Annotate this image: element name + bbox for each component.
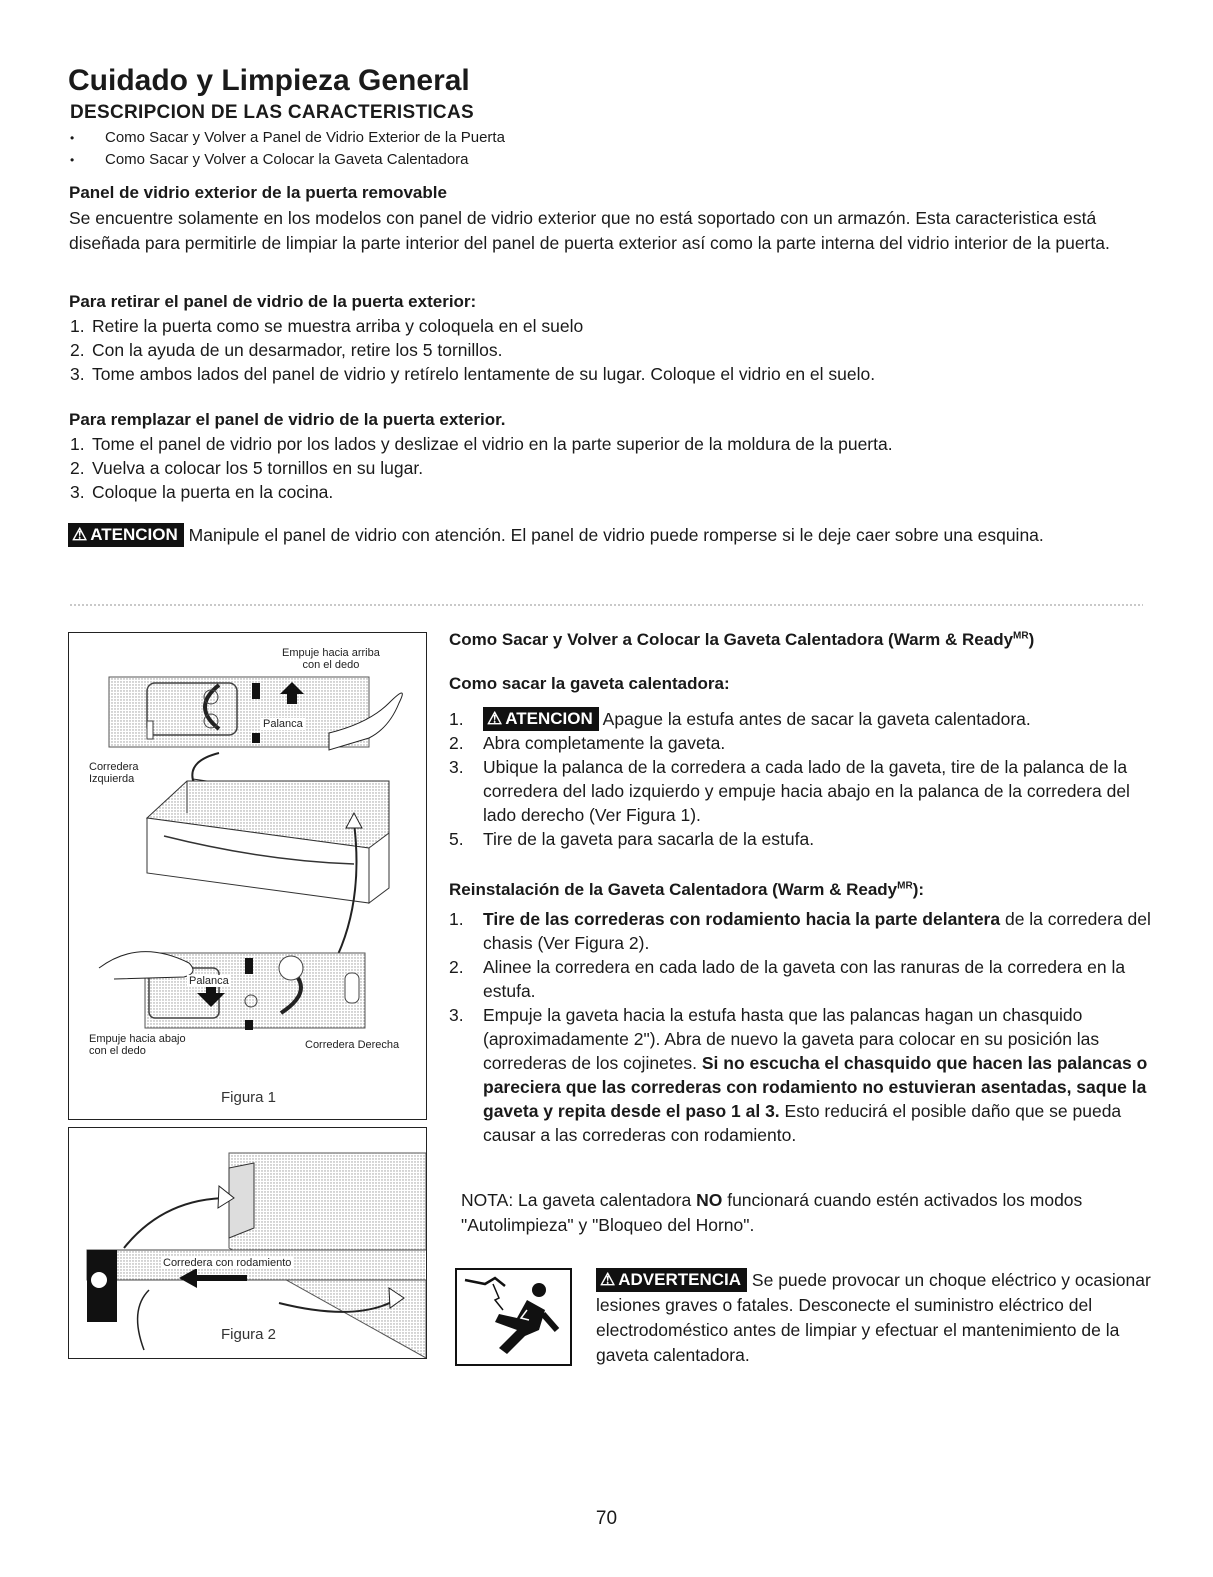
list-item: 3. Tome ambos lados del panel de vidrio y retírelo lentamente de su lugar. Coloque el vidrio en el suelo. <box>70 364 876 384</box>
list-item: 3. Coloque la puerta en la cocina. <box>70 482 334 502</box>
list-item: 1. Tome el panel de vidrio por los lados y deslizae el vidrio en la parte superior de la moldura de la puerta. <box>70 434 893 454</box>
list-item: 5. Tire de la gaveta para sacarla de la estufa. <box>449 829 815 849</box>
figure-1 <box>68 632 427 1120</box>
label-lever-top: Palanca <box>263 718 303 730</box>
glass-panel-intro: Se encuentre solamente en los modelos con panel de vidrio exterior que no está soportado con un armazón. Esta caracteristica está diseñada para permitirle de limpiar la parte interior del panel de puerta exterior así como la parte interna del vidrio interior de la puerta. <box>69 208 1110 253</box>
list-item: 2. Abra completamente la gaveta. <box>449 733 726 753</box>
label-bearing-slide: Corredera con rodamiento <box>163 1257 292 1269</box>
section-heading: DESCRIPCION DE LAS CARACTERISTICAS <box>70 102 474 123</box>
drawer-note: NOTA: La gaveta calentadora NO funcionará cuando estén activados los modos "Autolimpieza" y "Bloqueo del Horno". <box>461 1190 1083 1235</box>
reinstall-heading: Reinstalación de la Gaveta Calentadora (Warm & Ready$^{MR}$): <box>449 880 925 899</box>
replace-glass-steps <box>70 432 1150 504</box>
feature-item: • Como Sacar y Volver a Colocar la Gaveta Calentadora <box>68 149 505 171</box>
shock-warning-paragraph: ⚠ ADVERTENCIA Se puede provocar un choque eléctrico y ocasionar lesiones graves o fatales. Desconecte el suministro eléctrico del electrodoméstico antes de limpiar y efectuar el mantenimiento de la gaveta calentadora. <box>596 1270 1151 1365</box>
list-item: 1. ⚠ ATENCION Apague la estufa antes de sacar la gaveta calentadora. <box>449 709 1031 729</box>
reinstall-steps <box>449 907 1154 1147</box>
list-item: 3. Ubique la palanca de la corredera a cada lado de la gaveta, tire de la palanca de la corredera del lado izquierdo y empuje hacia abajo en la palanca de la corredera del lado derecho (Ver Figura 1). <box>449 757 1130 825</box>
electric-shock-icon <box>457 1270 570 1364</box>
figure-1-caption: Figura 1 <box>221 1089 277 1106</box>
list-item: 2. Alinee la corredera en cada lado de la gaveta con las ranuras de la corredera en la estufa. <box>449 957 1126 1001</box>
glass-panel-heading: Panel de vidrio exterior de la puerta removable <box>69 183 447 202</box>
page-title: Cuidado y Limpieza General <box>68 64 470 97</box>
remove-glass-heading: Para retirar el panel de vidrio de la puerta exterior: <box>69 292 477 311</box>
warning-triangle-icon: ⚠ <box>72 525 88 544</box>
replace-glass-heading: Para remplazar el panel de vidrio de la puerta exterior. <box>69 410 506 429</box>
label-right-slide: Corredera Derecha <box>305 1039 400 1051</box>
feature-item: • Como Sacar y Volver a Panel de Vidrio Exterior de la Puerta <box>68 127 505 149</box>
shock-hazard-box <box>455 1268 572 1366</box>
list-item: 2. Con la ayuda de un desarmador, retire los 5 tornillos. <box>70 340 503 360</box>
caution-paragraph: ⚠ ATENCION Manipule el panel de vidrio con atención. El panel de vidrio puede romperse si le deje caer sobre una esquina. <box>68 522 1138 548</box>
drawer-heading: Como Sacar y Volver a Colocar la Gaveta Calentadora (Warm & Ready$^{MR}$) <box>449 630 1035 649</box>
list-item: 3. Empuje la gaveta hacia la estufa hasta que las palancas hagan un chasquido (aproximadamente 2"). Abra de nuevo la gaveta para colocar en su posición las correderas de los cojinetes. Si no escucha el chasquido que hacen las palancas o pareciera que las correderas con rodamiento no estuvieran asentadas, saque la gaveta y repita desde el paso 1 al 3. Esto reducirá el posible daño que se pueda causar a las correderas con rodamiento. <box>449 1005 1148 1145</box>
label-push-up: Empuje hacia arriba con el dedo <box>282 647 380 671</box>
remove-glass-steps <box>70 314 1150 386</box>
figure-2-caption: Figura 2 <box>221 1326 277 1343</box>
feature-list <box>68 127 505 171</box>
caution-badge: ⚠ ATENCION <box>483 707 599 731</box>
list-item: 1. Tire de las correderas con rodamiento hacia la parte delantera de la corredera del chasis (Ver Figura 2). <box>449 909 1151 953</box>
warning-triangle-icon: ⚠ <box>600 1270 616 1289</box>
list-item: 1. Retire la puerta como se muestra arriba y coloquela en el suelo <box>70 316 584 336</box>
section-divider <box>70 604 1143 606</box>
drawer-remove-steps <box>449 707 1154 851</box>
label-push-down: Empuje hacia abajo con el dedo <box>89 1033 186 1057</box>
caution-badge: ⚠ ATENCION <box>68 523 184 547</box>
bearing-slide-illustration <box>69 1128 426 1358</box>
drawer-remove-heading: Como sacar la gaveta calentadora: <box>449 674 730 693</box>
warning-badge: ⚠ ADVERTENCIA <box>596 1268 747 1292</box>
label-lever-bottom: Palanca <box>189 975 229 987</box>
label-left-slide: Corredera Izquierda <box>89 761 139 785</box>
list-item: 2. Vuelva a colocar los 5 tornillos en su lugar. <box>70 458 424 478</box>
warning-triangle-icon: ⚠ <box>487 709 503 728</box>
page-number: 70 <box>595 1508 618 1529</box>
figure-2 <box>68 1127 427 1359</box>
